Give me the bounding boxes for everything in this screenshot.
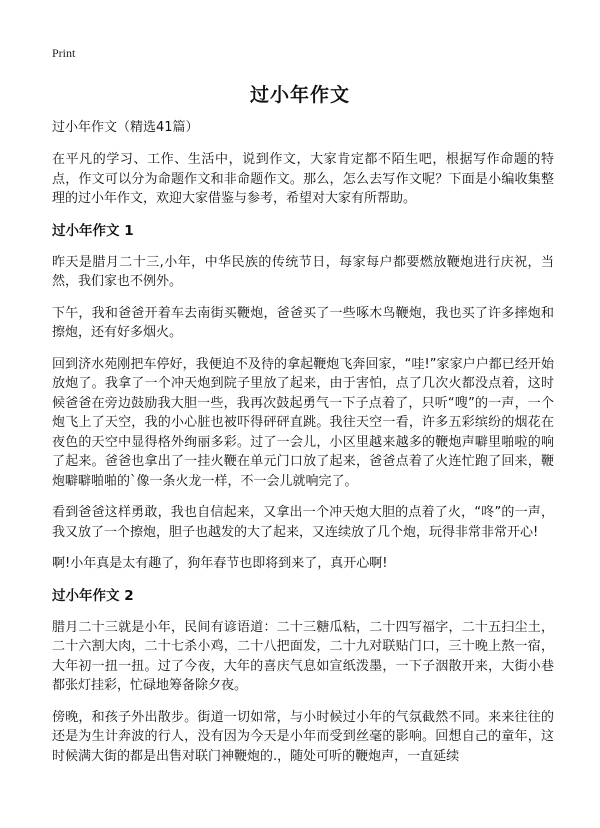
paragraph: 看到爸爸这样勇敢，我也自信起来，又拿出一个冲天炮大胆的点着了火，“咚”的一声，我又放了一个擦炮，胆子也越发的大了起来，又连续放了几个炮，玩得非常非常开心! [52,505,554,540]
paragraph: 下午，我和爸爸开着车去南街买鞭炮，爸爸买了一些啄木鸟鞭炮，我也买了许多摔炮和擦炮，还有好多烟火。 [52,305,554,340]
article-subtitle: 过小年作文（精选41篇） [52,120,199,135]
page-title: 过小年作文 [249,84,350,106]
section-heading: 过小年作文 1 [52,222,134,239]
section-heading: 过小年作文 2 [52,587,134,604]
paragraph: 啊!小年真是太有趣了，狗年春节也即将到来了，真开心啊! [52,556,388,571]
essay-section-1 [52,221,554,574]
essay-section-2 [52,586,554,767]
print-link[interactable]: Print [52,46,76,60]
paragraph: 昨天是腊月二十三,小年，中华民族的传统节日，每家每户都要燃放鞭炮进行庆祝，当然，我们家也不例外。 [52,254,554,289]
paragraph: 傍晚，和孩子外出散步。街道一切如常，与小时候过小年的气氛截然不同。来来往往的还是为生计奔波的行人，没有因为今天是小年而受到丝毫的影响。回想自己的童年，这时候满大街的都是出售对联门神鞭炮的.，随处可听的鞭炮声，一直延续 [52,709,554,764]
article-body [52,118,554,778]
intro-paragraph: 在平凡的学习、工作、生活中，说到作文，大家肯定都不陌生吧，根据写作命题的特点，作文可以分为命题作文和非命题作文。那么，怎么去写作文呢？下面是小编收集整理的过小年作文，欢迎大家借鉴与参考，希望对大家有所帮助。 [52,152,554,206]
paragraph: 回到济水苑刚把车停好，我便迫不及待的拿起鞭炮飞奔回家，“哇!”家家户户都已经开始放炮了。我拿了一个冲天炮到院子里放了起来，由于害怕，点了几次火都没点着，这时候爸爸在旁边鼓励我大胆一些，我再次鼓起勇气一下子点着了，只听“嗖”的一声，一个炮飞上了天空，我的小心脏也被吓得砰砰直跳。我往天空一看，许多五彩缤纷的烟花在夜色的天空中显得格外绚丽多彩。过了一会儿，小区里越来越多的鞭炮声噼里啪啦的响了起来。爸爸也拿出了一挂火鞭在单元门口放了起来，爸爸点着了火连忙跑了回来，鞭炮噼噼啪啪的`像一条火龙一样，不一会儿就响完了。 [52,356,554,489]
paragraph: 腊月二十三就是小年，民间有谚语道：二十三糖瓜粘，二十四写福字，二十五扫尘土，二十六割大肉，二十七杀小鸡，二十八把面发，二十九对联贴门口，三十晚上熬一宿，大年初一扭一扭。过了今夜，大年的喜庆气息如宣纸泼墨，一下子洇散开来，大街小巷都张灯挂彩，忙碌地筹备除夕夜。 [52,619,554,693]
